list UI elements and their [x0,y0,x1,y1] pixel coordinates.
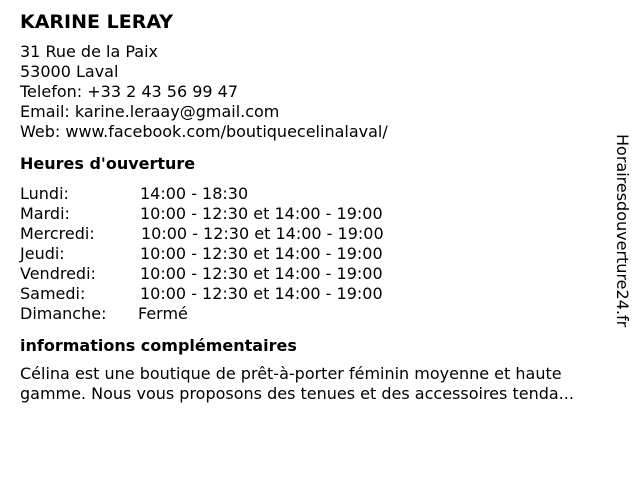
business-name: KARINE LERAY [20,11,173,33]
day-label: Mardi: [20,204,70,223]
hours-row-thursday [20,244,620,264]
info-title: informations complémentaires [20,336,297,355]
time-value: 10:00 - 12:30 et 14:00 - 19:00 [140,244,383,263]
hours-row-wednesday [20,224,620,244]
hours-row-monday [20,184,620,204]
time-value: 10:00 - 12:30 et 14:00 - 19:00 [141,224,384,243]
time-value: 10:00 - 12:30 et 14:00 - 19:00 [140,204,383,223]
hours-row-friday [20,264,620,284]
phone-line: Telefon: +33 2 43 56 99 47 [20,82,239,101]
hours-row-saturday [20,284,620,304]
day-label: Dimanche: [20,304,107,323]
hours-row-tuesday [20,204,620,224]
day-label: Jeudi: [20,244,65,263]
time-value: 10:00 - 12:30 et 14:00 - 19:00 [140,284,383,303]
web-line: Web: www.facebook.com/boutiquecelinalaval/ [20,122,388,141]
info-description: Célina est une boutique de prêt-à-porter féminin moyenne et haute gamme. Nous vous proposons des tenues et des accessoires tenda... [20,364,574,403]
day-label: Vendredi: [20,264,96,283]
address-street: 31 Rue de la Paix [20,42,158,61]
time-value: Fermé [138,304,188,323]
business-card [20,10,620,404]
hours-title: Heures d'ouverture [20,154,196,173]
email-line: Email: karine.leraay@gmail.com [20,102,280,121]
day-label: Lundi: [20,184,69,203]
site-watermark: Horairesdouverture24.fr [613,134,632,328]
time-value: 10:00 - 12:30 et 14:00 - 19:00 [140,264,383,283]
time-value: 14:00 - 18:30 [140,184,249,203]
hours-row-sunday [20,304,620,324]
day-label: Samedi: [20,284,86,303]
hours-table [20,184,620,324]
address-city: 53000 Laval [20,62,119,81]
day-label: Mercredi: [20,224,95,243]
